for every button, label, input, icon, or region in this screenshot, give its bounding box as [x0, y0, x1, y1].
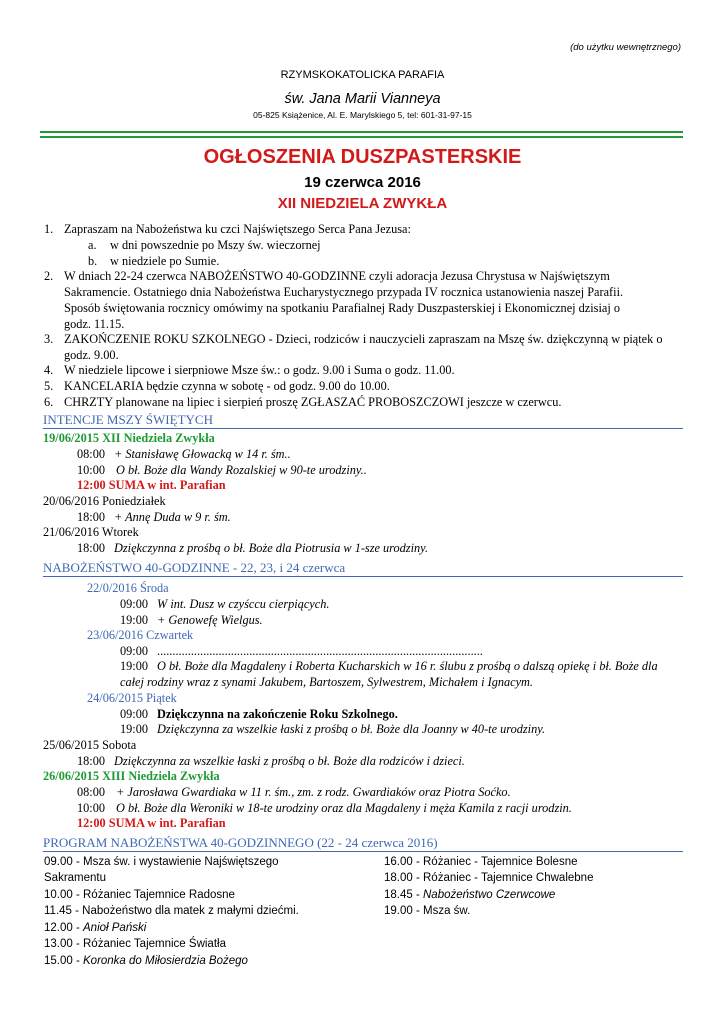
section-heading-adoration: NABOŻEŃSTWO 40-GODZINNE - 22, 23, i 24 czerwca [43, 559, 683, 577]
announcement-5: KANCELARIA będzie czynna w sobotę - od godz. 9.00 do 10.00. [64, 379, 390, 393]
header-divider-top [40, 131, 683, 133]
announcement-2-line: W dniach 22-24 czerwca NABOŻEŃSTWO 40-GODZINNE czyli adoracja Jezusa Chrystusa w Najświętszym [64, 269, 610, 283]
day-heading: 20/06/2016 Poniedziałek [43, 494, 166, 508]
program-item: 12.00 - Anioł Pański [44, 922, 147, 934]
list-number: 2. [44, 269, 54, 283]
parish-saint: św. Jana Marii Vianneya [284, 91, 441, 107]
list-number: 1. [44, 222, 54, 236]
mass-intention: O bł. Boże dla Weroniki w 18-te urodziny oraz dla Magdaleny i męża Kamila z racji urodzin. [116, 801, 572, 815]
program-item: 18.00 - Różaniec - Tajemnice Chwalebne [384, 872, 594, 884]
sub-list-mark: a. [88, 238, 97, 252]
mass-intention: + Genowefę Wielgus. [157, 613, 263, 627]
program-item: 15.00 - Koronka do Miłosierdzia Bożego [44, 955, 248, 967]
announcement-1a: w dni powszednie po Mszy św. wieczornej [110, 238, 321, 252]
program-item: 10.00 - Różaniec Tajemnice Radosne [44, 889, 235, 901]
mass-time: 09:00 [120, 644, 149, 658]
liturgical-sunday: XII NIEDZIELA ZWYKŁA [277, 195, 448, 212]
suma-intention: 12:00 SUMA w int. Parafian [77, 478, 226, 492]
mass-intention-blank: .......................................................................................................... [157, 644, 483, 658]
announcement-2-line: Sakramencie. Ostatniego dnia Nabożeństwa Eucharystycznego przypada IV rocznica ustanowienia naszej Parafii. [64, 285, 624, 299]
list-number: 6. [44, 395, 54, 409]
mass-time: 18:00 [77, 541, 106, 555]
mass-time: 19:00 [120, 659, 149, 673]
announcement-2-line: Sposób świętowania rocznicy omówimy na spotkaniu Parafialnej Rady Duszpasterskiej i Ekonomicznej dzisiaj o [64, 301, 620, 315]
header-divider-bottom [40, 136, 683, 138]
announcement-1: Zapraszam na Nabożeństwa ku czci Najświętszego Serca Pana Jezusa: [64, 222, 411, 236]
mass-time: 18:00 [77, 754, 106, 768]
program-item-continued: Sakramentu [44, 872, 107, 884]
day-heading: 23/06/2016 Czwartek [87, 628, 194, 642]
mass-time: 08:00 [77, 785, 106, 799]
mass-time: 10:00 [77, 463, 106, 477]
day-heading: 22/0/2016 Środa [87, 581, 169, 595]
mass-time: 19:00 [120, 613, 149, 627]
section-heading-program: PROGRAM NABOŻEŃSTWA 40-GODZINNEGO (22 - 24 czerwca 2016) [43, 834, 683, 852]
mass-intention: + Annę Duda w 9 r. śm. [114, 510, 231, 524]
day-heading: 24/06/2015 Piątek [87, 691, 177, 705]
list-number: 4. [44, 363, 54, 377]
mass-intention: Dziękczynna z prośbą o bł. Boże dla Piotrusia w 1-sze urodziny. [114, 541, 429, 555]
mass-intention: Dziękczynna za wszelkie łaski z prośbą o bł. Boże dla rodziców i dzieci. [114, 754, 465, 768]
list-number: 5. [44, 379, 54, 393]
mass-time: 10:00 [77, 801, 106, 815]
mass-intention: O bł. Boże dla Wandy Rozalskiej w 90-te urodziny.. [116, 463, 367, 477]
announcement-2-line: godz. 11.15. [64, 317, 125, 331]
program-item: 18.45 - Nabożeństwo Czerwcowe [384, 889, 556, 901]
day-heading: 25/06/2015 Sobota [43, 738, 137, 752]
page-title: OGŁOSZENIA DUSZPASTERSKIE [203, 146, 522, 168]
announcement-4: W niedziele lipcowe i sierpniowe Msze św.: o godz. 9.00 i Suma o godz. 11.00. [64, 363, 455, 377]
mass-intention: + Jarosława Gwardiaka w 11 r. śm., zm. z rodz. Gwardiaków oraz Piotra Soćko. [116, 785, 511, 799]
parish-name: RZYMSKOKATOLICKA PARAFIA [280, 69, 445, 81]
list-number: 3. [44, 332, 54, 346]
section-heading-intentions: INTENCJE MSZY ŚWIĘTYCH [43, 411, 683, 429]
suma-intention: 12:00 SUMA w int. Parafian [77, 816, 226, 830]
mass-time: 18:00 [77, 510, 106, 524]
day-heading: 19/06/2015 XII Niedziela Zwykła [43, 431, 215, 445]
mass-intention-continued: całej rodziny wraz z synami Jakubem, Bartoszem, Sylwestrem, Michałem i Ignacym. [120, 675, 534, 689]
mass-time: 09:00 [120, 597, 149, 611]
program-item: 16.00 - Różaniec - Tajemnice Bolesne [384, 856, 578, 868]
internal-use-note: (do użytku wewnętrznego) [570, 42, 681, 53]
announcement-3-line: ZAKOŃCZENIE ROKU SZKOLNEGO - Dzieci, rodziców i nauczycieli zapraszam na Mszę św. dziękczynną w piątek o [64, 332, 663, 346]
program-item: 11.45 - Nabożeństwo dla matek z małymi dziećmi. [44, 905, 299, 917]
mass-intention: O bł. Boże dla Magdaleny i Roberta Kucharskich w 16 r. ślubu z prośbą o dalszą opiekę i bł. Boże dla [157, 659, 658, 673]
program-item: 09.00 - Msza św. i wystawienie Najświętszego [44, 856, 279, 868]
sub-list-mark: b. [88, 254, 98, 268]
mass-time: 08:00 [77, 447, 106, 461]
program-item: 19.00 - Msza św. [384, 905, 471, 917]
announcement-6: CHRZTY planowane na lipiec i sierpień proszę ZGŁASZAĆ PROBOSZCZOWI jeszcze w czerwcu. [64, 395, 562, 409]
announcement-3-line: godz. 9.00. [64, 348, 119, 362]
mass-intention: W int. Dusz w czyśccu cierpiących. [157, 597, 330, 611]
mass-time: 09:00 [120, 707, 149, 721]
day-heading: 26/06/2015 XIII Niedziela Zwykła [43, 769, 220, 783]
announcement-date: 19 czerwca 2016 [304, 174, 421, 191]
announcement-1b: w niedziele po Sumie. [110, 254, 220, 268]
day-heading: 21/06/2016 Wtorek [43, 525, 139, 539]
mass-intention: + Stanisławę Głowacką w 14 r. śm.. [114, 447, 291, 461]
program-item: 13.00 - Różaniec Tajemnice Światła [44, 938, 226, 950]
mass-intention: Dziękczynna za wszelkie łaski z prośbą o bł. Boże dla Joanny w 40-te urodziny. [157, 722, 546, 736]
mass-intention: Dziękczynna na zakończenie Roku Szkolnego. [157, 707, 398, 721]
mass-time: 19:00 [120, 722, 149, 736]
parish-address: 05-825 Książenice, Al. E. Marylskiego 5, tel: 601-31-97-15 [253, 110, 472, 120]
